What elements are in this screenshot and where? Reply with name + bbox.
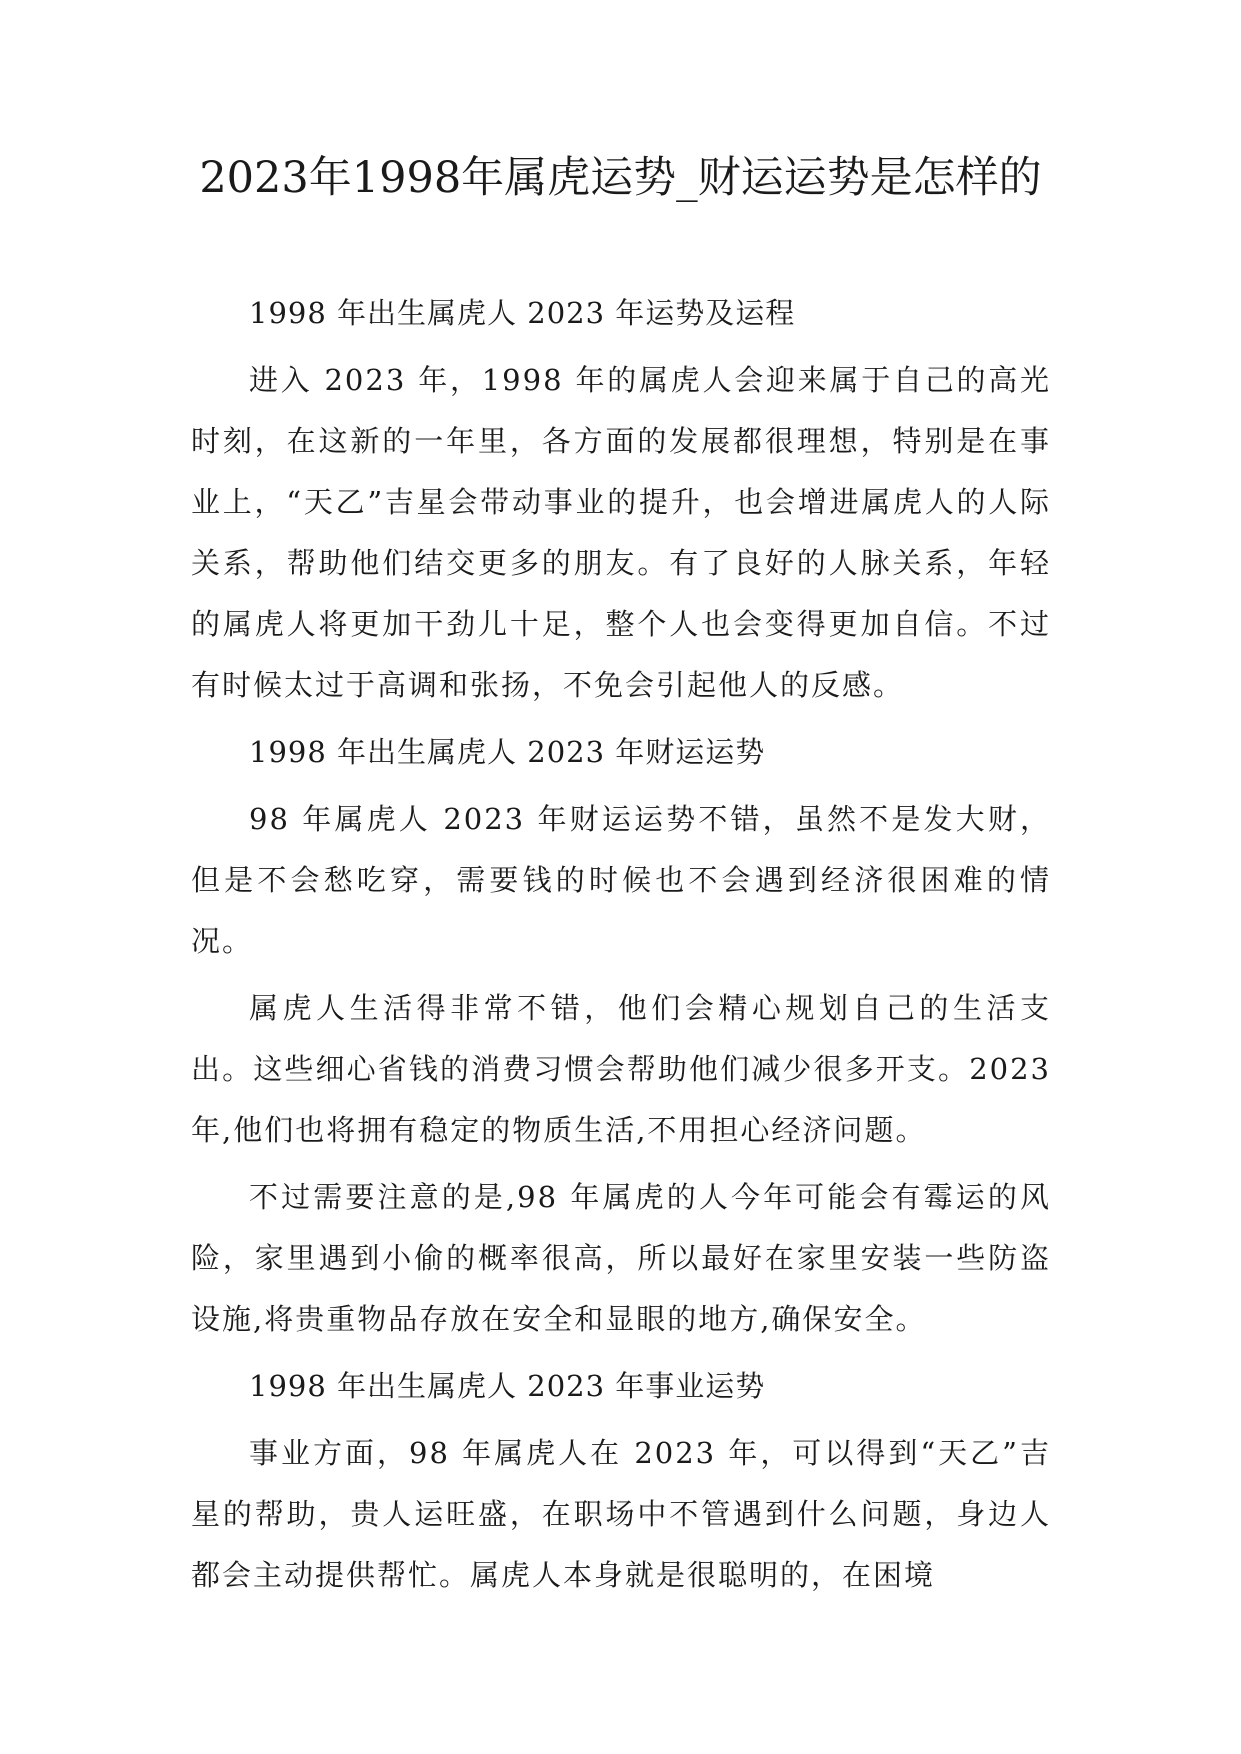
paragraph-spending-habits: 属虎人生活得非常不错，他们会精心规划自己的生活支出。这些细心省钱的消费习惯会帮助他们减少很多开支。2023 年,他们也将拥有稳定的物质生活,不用担心经济问题。 xyxy=(191,991,1051,1147)
document-body xyxy=(191,283,1051,1612)
paragraph-theft-risk: 不过需要注意的是,98 年属虎的人今年可能会有霉运的风险，家里遇到小偷的概率很高，所以最好在家里安装一些防盗设施,将贵重物品存放在安全和显眼的地方,确保安全。 xyxy=(191,1180,1051,1336)
document-title: 2023年1998年属虎运势_财运运势是怎样的 xyxy=(199,153,1042,203)
section-heading-career: 1998 年出生属虎人 2023 年事业运势 xyxy=(249,1369,766,1403)
paragraph-wealth-fortune: 98 年属虎人 2023 年财运运势不错，虽然不是发大财，但是不会愁吃穿，需要钱的时候也不会遇到经济很困难的情况。 xyxy=(191,802,1051,958)
section-heading-overall: 1998 年出生属虎人 2023 年运势及运程 xyxy=(249,296,796,330)
section-heading-wealth: 1998 年出生属虎人 2023 年财运运势 xyxy=(249,735,766,769)
paragraph-career-fortune: 事业方面，98 年属虎人在 2023 年，可以得到“天乙”吉星的帮助，贵人运旺盛，在职场中不管遇到什么问题，身边人都会主动提供帮忙。属虎人本身就是很聪明的，在困境 xyxy=(191,1436,1051,1592)
paragraph-overall-fortune: 进入 2023 年，1998 年的属虎人会迎来属于自己的高光时刻，在这新的一年里，各方面的发展都很理想，特别是在事业上，“天乙”吉星会带动事业的提升，也会增进属虎人的人际关系，帮助他们结交更多的朋友。有了良好的人脉关系，年轻的属虎人将更加干劲儿十足，整个人也会变得更加自信。不过有时候太过于高调和张扬，不免会引起他人的反感。 xyxy=(191,363,1051,702)
